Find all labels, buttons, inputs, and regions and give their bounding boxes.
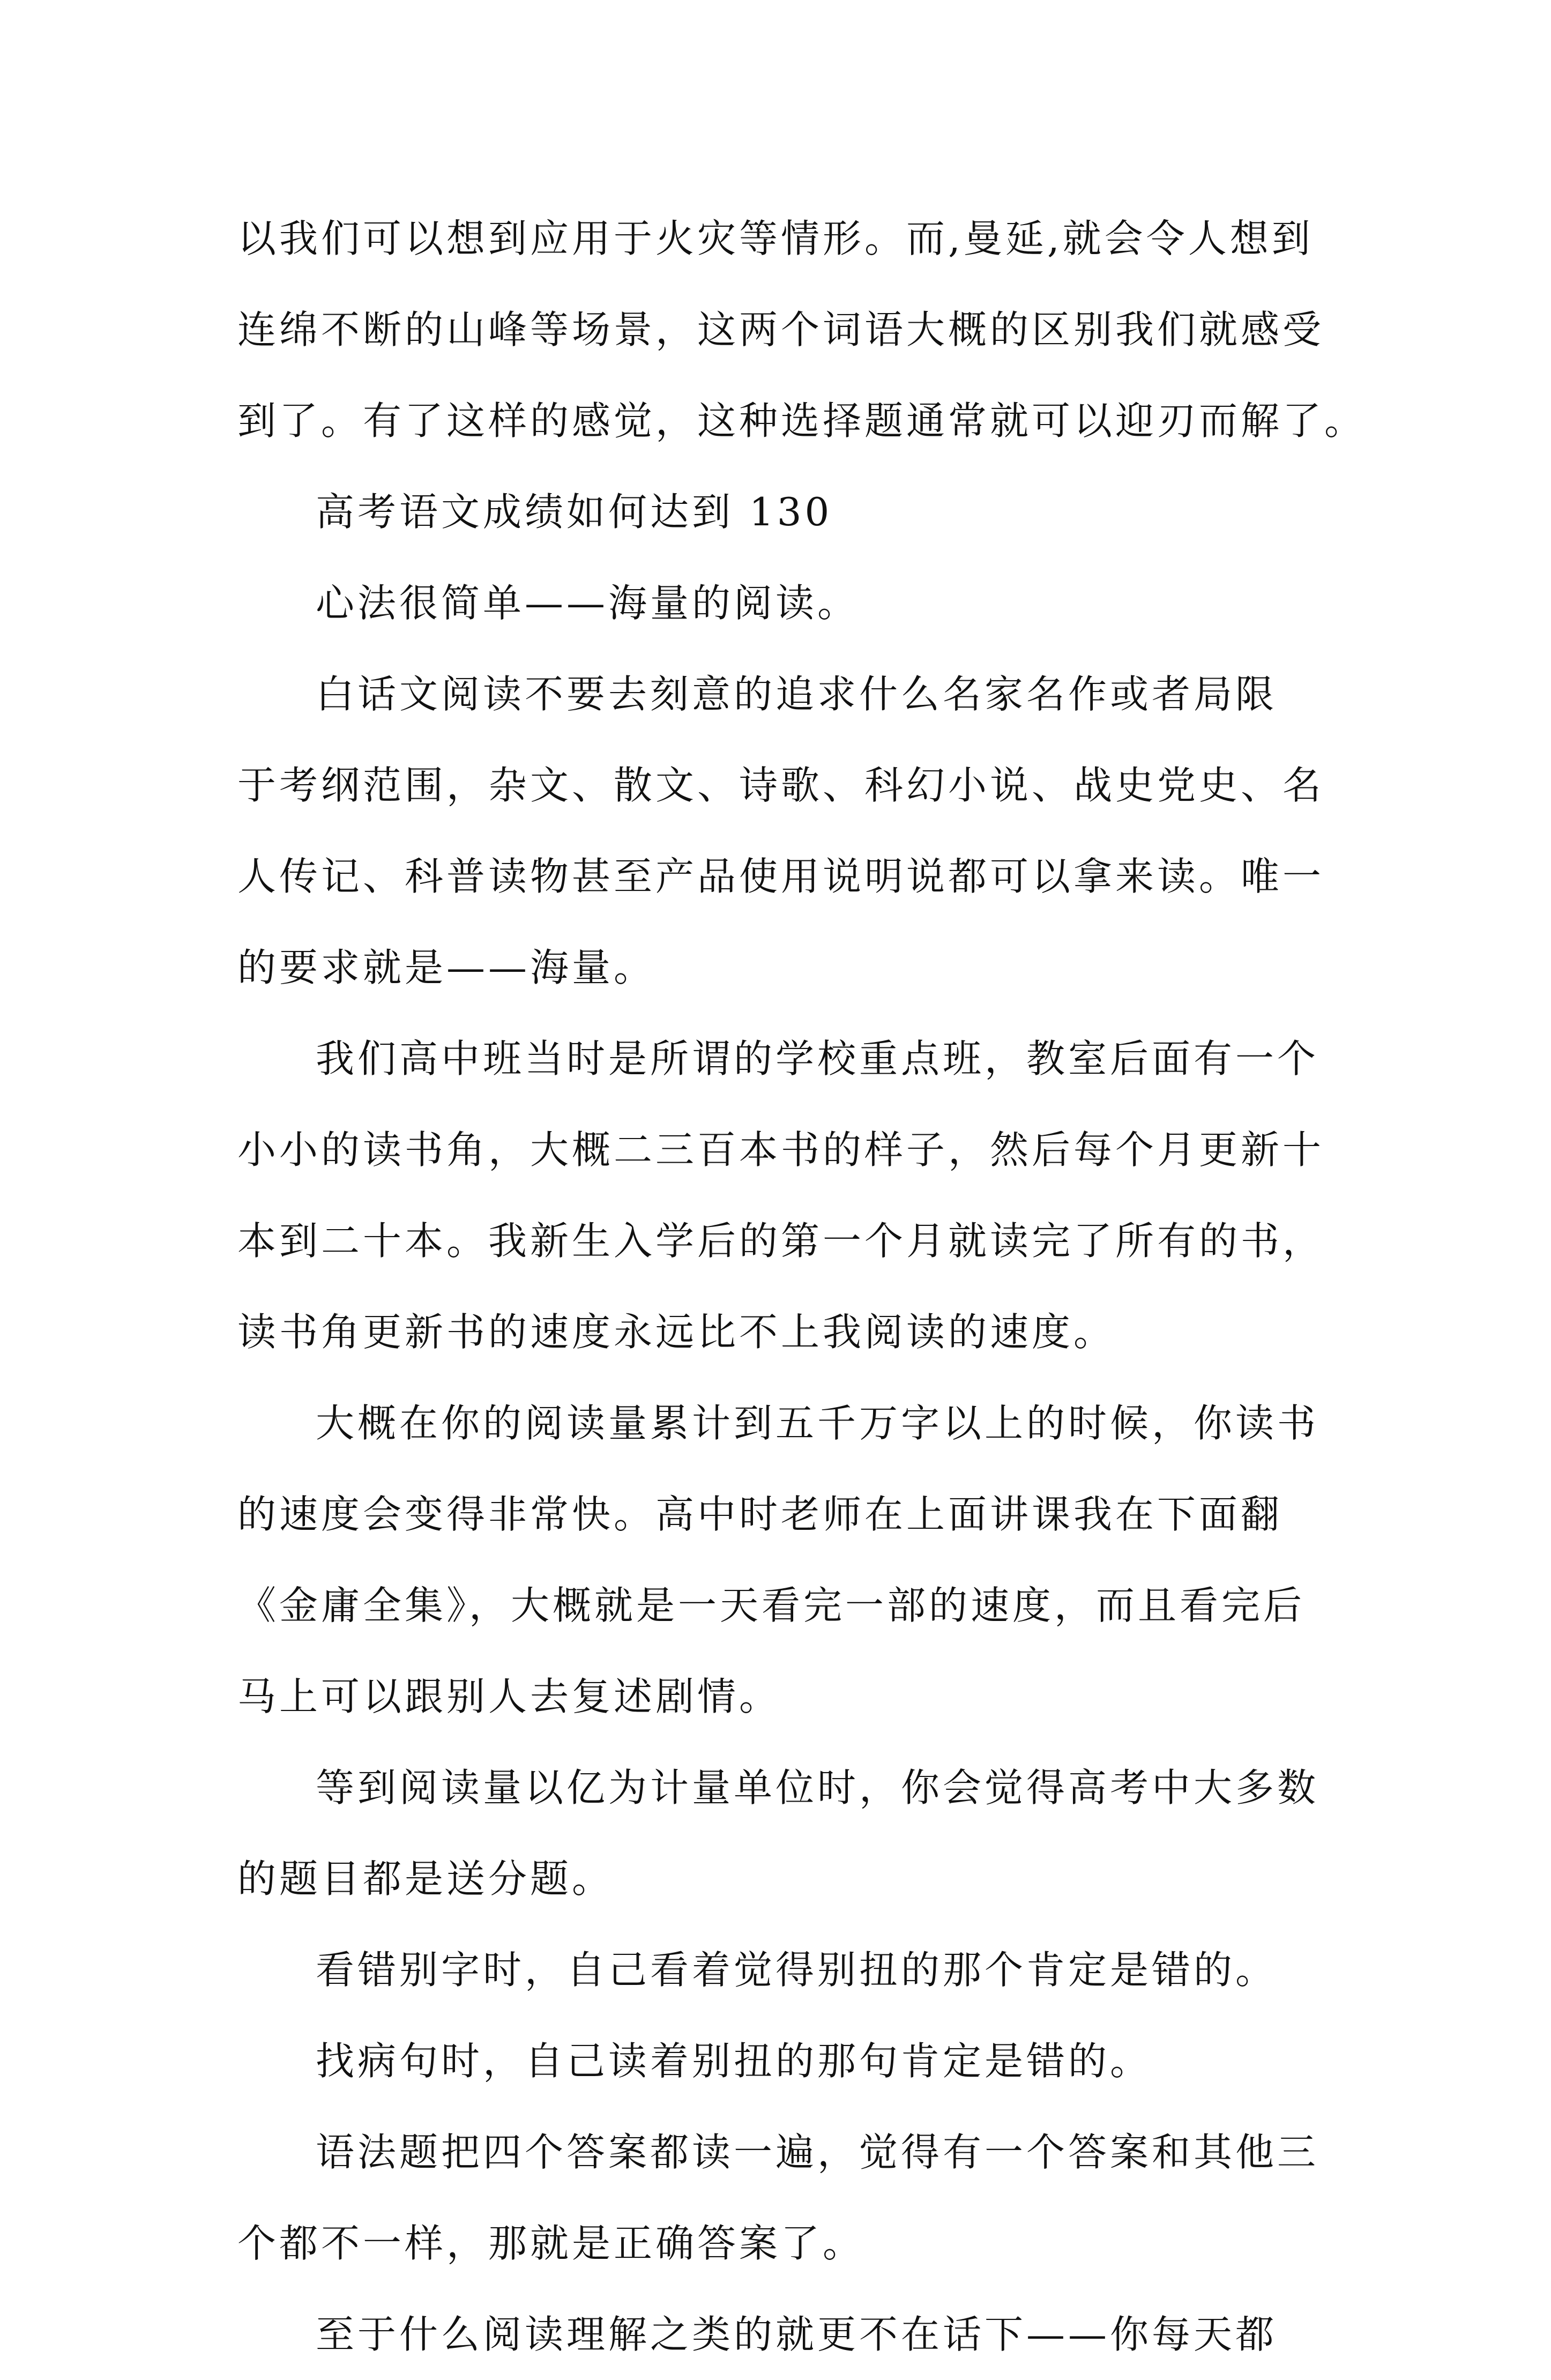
text-line: 的要求就是——海量。	[237, 945, 656, 990]
text-line: 至于什么阅读理解之类的就更不在话下——你每天都	[316, 2312, 1278, 2357]
text-line: 到了。有了这样的感觉，这种选择题通常就可以迎刃而解了。	[237, 398, 1367, 443]
body-text	[237, 193, 1367, 2380]
paragraph	[237, 2107, 1320, 2289]
text-line: 人传记、科普读物甚至产品使用说明说都可以拿来读。唯一	[237, 854, 1325, 899]
text-line: 心法很简单——海量的阅读。	[316, 581, 860, 626]
paragraph	[237, 2015, 1320, 2107]
paragraph	[237, 557, 1320, 649]
paragraph	[237, 1013, 1325, 1378]
text-line: 的速度会变得非常快。高中时老师在上面讲课我在下面翻	[237, 1492, 1283, 1537]
paragraph	[237, 193, 1367, 466]
paragraph	[237, 2289, 1320, 2380]
text-line: 的题目都是送分题。	[237, 1856, 614, 1901]
text-line: 马上可以跟别人去复述剧情。	[237, 1674, 781, 1719]
text-line: 连绵不断的山峰等场景，这两个词语大概的区别我们就感受	[237, 307, 1325, 352]
section-heading	[237, 466, 1320, 557]
text-line: 看错别字时，自己看着觉得别扭的那个肯定是错的。	[316, 1947, 1278, 1992]
text-line: 等到阅读量以亿为计量单位时，你会觉得高考中大多数	[316, 1765, 1319, 1810]
paragraph	[237, 649, 1325, 1013]
text-line: 以我们可以想到应用于火灾等情形。而,曼延,就会令人想到	[237, 216, 1314, 261]
text-line: 《金庸全集》，大概就是一天看完一部的速度，而且看完后	[237, 1583, 1306, 1628]
text-line: 个都不一样，那就是正确答案了。	[237, 2221, 865, 2266]
text-line: 于考纲范围，杂文、散文、诗歌、科幻小说、战史党史、名	[237, 763, 1325, 808]
paragraph	[237, 1378, 1320, 1742]
text-line: 找病句时，自己读着别扭的那句肯定是错的。	[316, 2039, 1152, 2084]
text-line: 白话文阅读不要去刻意的追求什么名家名作或者局限	[316, 672, 1278, 717]
text-line: 小小的读书角，大概二三百本书的样子，然后每个月更新十	[237, 1127, 1325, 1172]
text-line: 大概在你的阅读量累计到五千万字以上的时候，你读书	[316, 1401, 1319, 1446]
paragraph	[237, 1924, 1320, 2015]
paragraph	[237, 1742, 1320, 1924]
text-line: 本到二十本。我新生入学后的第一个月就读完了所有的书，	[237, 1218, 1325, 1263]
text-line: 读书角更新书的速度永远比不上我阅读的速度。	[237, 1310, 1116, 1355]
text-line: 语法题把四个答案都读一遍，觉得有一个答案和其他三	[316, 2130, 1319, 2175]
text-line: 高考语文成绩如何达到 130	[316, 489, 833, 534]
text-line: 我们高中班当时是所谓的学校重点班，教室后面有一个	[316, 1036, 1319, 1081]
